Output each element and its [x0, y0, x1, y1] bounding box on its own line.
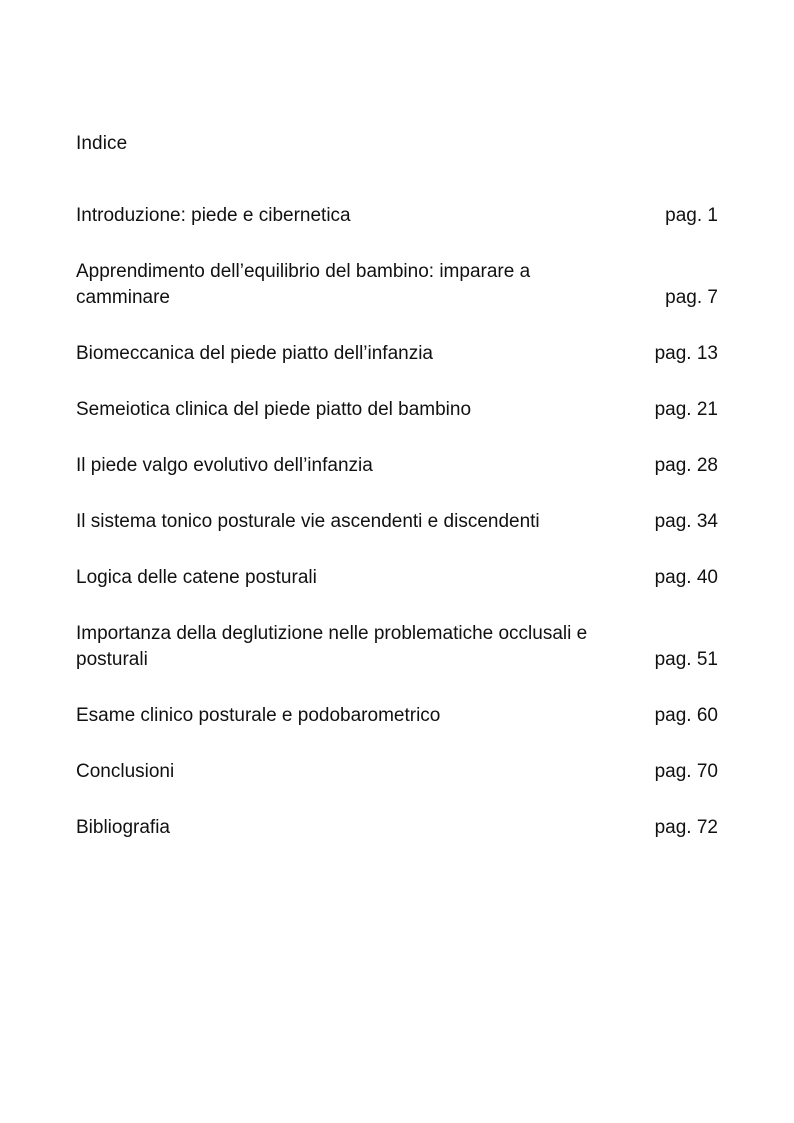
toc-entry: [76, 565, 718, 591]
toc-entry-title: Importanza della deglutizione nelle problematiche occlusali e posturali: [76, 623, 588, 670]
toc-entry-page: pag. 70: [654, 761, 718, 782]
toc-entry-title: Introduzione: piede e cibernetica: [76, 205, 351, 226]
toc-entry: [76, 259, 718, 311]
toc-entry-title: Semeiotica clinica del piede piatto del bambino: [76, 399, 472, 420]
toc-entry-page: pag. 28: [654, 455, 718, 476]
toc-entry-title: Apprendimento dell’equilibrio del bambino: imparare a camminare: [76, 261, 531, 308]
toc-entry: [76, 759, 718, 785]
toc-entry: [76, 453, 718, 479]
toc-entry-page: pag. 21: [654, 399, 718, 420]
toc-entry-title: Conclusioni: [76, 761, 175, 782]
toc-entry: [76, 397, 718, 423]
toc-entry-title: Il sistema tonico posturale vie ascendenti e discendenti: [76, 511, 540, 532]
toc-entry-page: pag. 72: [654, 817, 718, 838]
toc-heading: Indice: [76, 133, 128, 154]
toc-entry-page: pag. 60: [654, 705, 718, 726]
toc-entry: [76, 703, 718, 729]
toc-entry: [76, 621, 718, 673]
toc-entry-page: pag. 34: [654, 511, 718, 532]
table-of-contents: [76, 203, 718, 871]
toc-entry: [76, 341, 718, 367]
toc-entry-title: Esame clinico posturale e podobarometrico: [76, 705, 441, 726]
toc-entry-page: pag. 7: [665, 287, 718, 308]
toc-entry: [76, 509, 718, 535]
toc-entry-title: Il piede valgo evolutivo dell’infanzia: [76, 455, 373, 476]
toc-entry: [76, 203, 718, 229]
toc-entry: [76, 815, 718, 841]
toc-entry-page: pag. 40: [654, 567, 718, 588]
toc-entry-title: Biomeccanica del piede piatto dell’infanzia: [76, 343, 434, 364]
toc-entry-page: pag. 13: [654, 343, 718, 364]
toc-entry-page: pag. 1: [665, 205, 718, 226]
toc-entry-page: pag. 51: [654, 649, 718, 670]
toc-entry-title: Logica delle catene posturali: [76, 567, 317, 588]
toc-entry-title: Bibliografia: [76, 817, 170, 838]
